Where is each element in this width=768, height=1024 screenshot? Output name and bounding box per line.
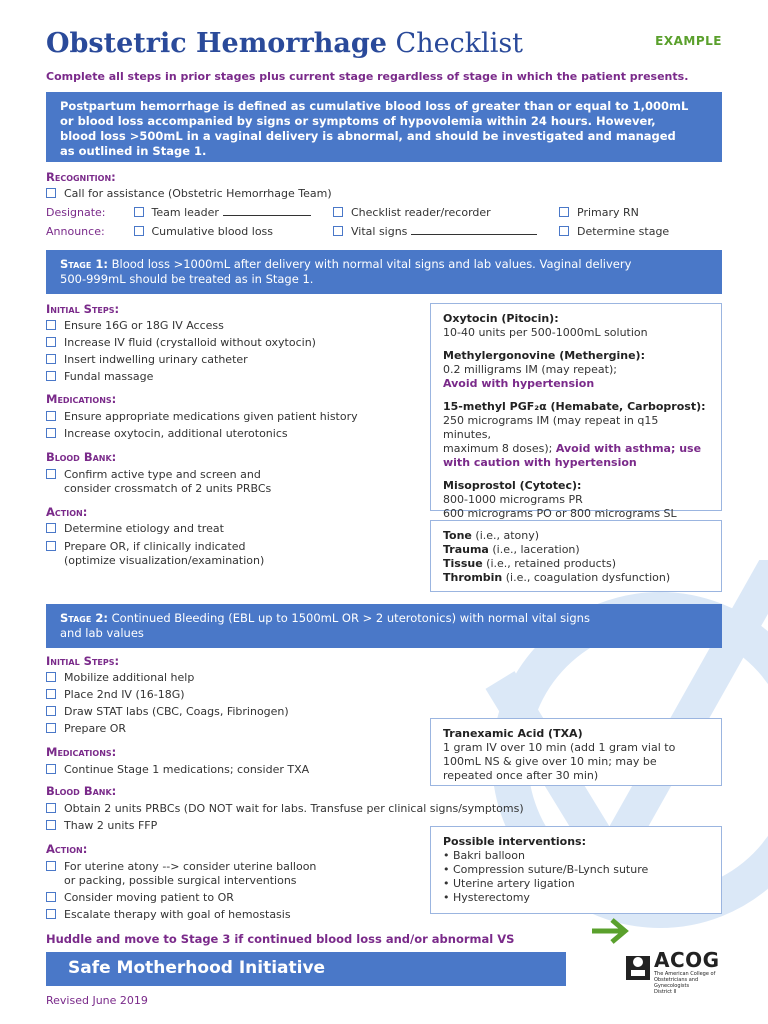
checklist-item[interactable]: Confirm active type and screen and consider crossmatch of 2 units PRBCs <box>46 468 271 496</box>
checkbox[interactable] <box>46 469 56 479</box>
checklist-item[interactable]: Prepare OR, if clinically indicated (optimize visualization/examination) <box>46 540 264 568</box>
checklist-item[interactable]: Ensure appropriate medications given patient history <box>46 410 358 424</box>
interventions-box: Possible interventions: • Bakri balloon • Compression suture/B-Lynch suture • Uterine artery ligation • Hysterectomy <box>430 826 722 914</box>
stage2-bank-heading: Blood Bank: <box>46 784 117 798</box>
checklist-item[interactable]: Fundal massage <box>46 370 153 384</box>
checkbox[interactable] <box>46 803 56 813</box>
checklist-item[interactable]: Thaw 2 units FFP <box>46 819 157 833</box>
checklist-item[interactable]: Vital signs <box>333 225 537 239</box>
checkbox[interactable] <box>46 706 56 716</box>
checklist-item[interactable]: Mobilize additional help <box>46 671 194 685</box>
checkbox[interactable] <box>46 188 56 198</box>
stage2-initial-heading: Initial Steps: <box>46 654 120 668</box>
checkbox[interactable] <box>46 764 56 774</box>
stage1-action-heading: Action: <box>46 505 88 519</box>
huddle-note: Huddle and move to Stage 3 if continued blood loss and/or abnormal VS <box>46 932 515 946</box>
checklist-item[interactable]: Place 2nd IV (16-18G) <box>46 688 185 702</box>
checkbox[interactable] <box>46 371 56 381</box>
checkbox[interactable] <box>46 411 56 421</box>
checkbox[interactable] <box>46 672 56 682</box>
stage1-drugs-box: Oxytocin (Pitocin): 10-40 units per 500-1000mL solution Methylergonovine (Methergine): 0.2 milligrams IM (may repeat); Avoid with hypertension 15-methyl PGF₂α (Hemabate, Carboprost): 250 micrograms IM (may repeat in q15 minutes, maximum 8 doses); Avoid with asthma; use with caution with hypertension Misoprostol (Cytotec): 800-1000 micrograms PR 600 micrograms PO or 800 micrograms SL <box>430 303 722 511</box>
checkbox[interactable] <box>333 207 343 217</box>
checkbox[interactable] <box>46 861 56 871</box>
checkbox[interactable] <box>46 723 56 733</box>
stage2-med-heading: Medications: <box>46 745 117 759</box>
checklist-item[interactable]: For uterine atony --> consider uterine balloon or packing, possible surgical interventions <box>46 860 316 888</box>
checkbox[interactable] <box>559 207 569 217</box>
checklist-item[interactable]: Consider moving patient to OR <box>46 891 234 905</box>
checklist-item[interactable]: Prepare OR <box>46 722 126 736</box>
stage2-header: Stage 2: Continued Bleeding (EBL up to 1500mL OR > 2 uterotonics) with normal vital signs and lab values <box>46 604 722 648</box>
page-title: Obstetric Hemorrhage Checklist <box>46 28 524 59</box>
stage1-bank-heading: Blood Bank: <box>46 450 117 464</box>
checklist-item[interactable]: Primary RN <box>559 206 639 220</box>
checkbox[interactable] <box>559 226 569 236</box>
checkbox[interactable] <box>46 320 56 330</box>
checkbox[interactable] <box>46 689 56 699</box>
designate-row: Designate: Team leader <box>46 206 311 220</box>
checklist-item[interactable]: Draw STAT labs (CBC, Coags, Fibrinogen) <box>46 705 289 719</box>
checkbox[interactable] <box>46 909 56 919</box>
txa-box: Tranexamic Acid (TXA) 1 gram IV over 10 min (add 1 gram vial to 100mL NS & give over 10 min; may be repeated once after 30 min) <box>430 718 722 786</box>
checklist-item[interactable]: Insert indwelling urinary catheter <box>46 353 248 367</box>
checkbox[interactable] <box>46 428 56 438</box>
acog-wordmark: ACOG <box>654 948 720 972</box>
checklist-item[interactable]: Call for assistance (Obstetric Hemorrhage Team) <box>46 187 332 201</box>
acog-subtitle: The American College of Obstetricians and Gynecologists District II <box>654 971 716 995</box>
checklist-item[interactable]: Ensure 16G or 18G IV Access <box>46 319 224 333</box>
stage1-causes-box: Tone (i.e., atony) Trauma (i.e., laceration) Tissue (i.e., retained products) Thrombin (i.e., coagulation dysfunction) <box>430 520 722 592</box>
checkbox[interactable] <box>134 226 144 236</box>
checklist-item[interactable]: Continue Stage 1 medications; consider TXA <box>46 763 309 777</box>
example-tag: EXAMPLE <box>655 34 722 48</box>
subtitle: Complete all steps in prior stages plus current stage regardless of stage in which the patient presents. <box>46 70 689 83</box>
checklist-item[interactable]: Increase oxytocin, additional uterotonics <box>46 427 288 441</box>
stage1-med-heading: Medications: <box>46 392 117 406</box>
initiative-banner: Safe Motherhood Initiative <box>46 952 566 986</box>
checkbox[interactable] <box>333 226 343 236</box>
green-arrow-icon <box>590 916 630 946</box>
checklist-item[interactable]: Determine etiology and treat <box>46 522 224 536</box>
checklist-item[interactable]: Escalate therapy with goal of hemostasis <box>46 908 291 922</box>
recognition-heading: Recognition: <box>46 170 116 184</box>
checkbox[interactable] <box>46 820 56 830</box>
checkbox[interactable] <box>46 354 56 364</box>
checkbox[interactable] <box>46 892 56 902</box>
checklist-item[interactable]: Checklist reader/recorder <box>333 206 491 220</box>
checkbox[interactable] <box>46 541 56 551</box>
revised-date: Revised June 2019 <box>46 994 148 1007</box>
checklist-item[interactable]: Determine stage <box>559 225 669 239</box>
intro-box: Postpartum hemorrhage is defined as cumulative blood loss of greater than or equal to 1,000mL or blood loss accompanied by signs or symptoms of hypovolemia within 24 hours. However, blood loss >500mL in a vaginal delivery is abnormal, and should be investigated and managed as outlined in Stage 1. <box>46 92 722 162</box>
stage2-action-heading: Action: <box>46 842 88 856</box>
checkbox[interactable] <box>46 337 56 347</box>
stage1-header: Stage 1: Blood loss >1000mL after delivery with normal vital signs and lab values. Vaginal delivery 500-999mL should be treated as in Stage 1. <box>46 250 722 294</box>
stage1-initial-heading: Initial Steps: <box>46 302 120 316</box>
checkbox[interactable] <box>46 523 56 533</box>
announce-row: Announce: Cumulative blood loss <box>46 225 274 238</box>
checkbox[interactable] <box>134 207 144 217</box>
checklist-item[interactable]: Obtain 2 units PRBCs (DO NOT wait for labs. Transfuse per clinical signs/symptoms) <box>46 802 524 816</box>
checklist-item[interactable]: Increase IV fluid (crystalloid without oxytocin) <box>46 336 316 350</box>
